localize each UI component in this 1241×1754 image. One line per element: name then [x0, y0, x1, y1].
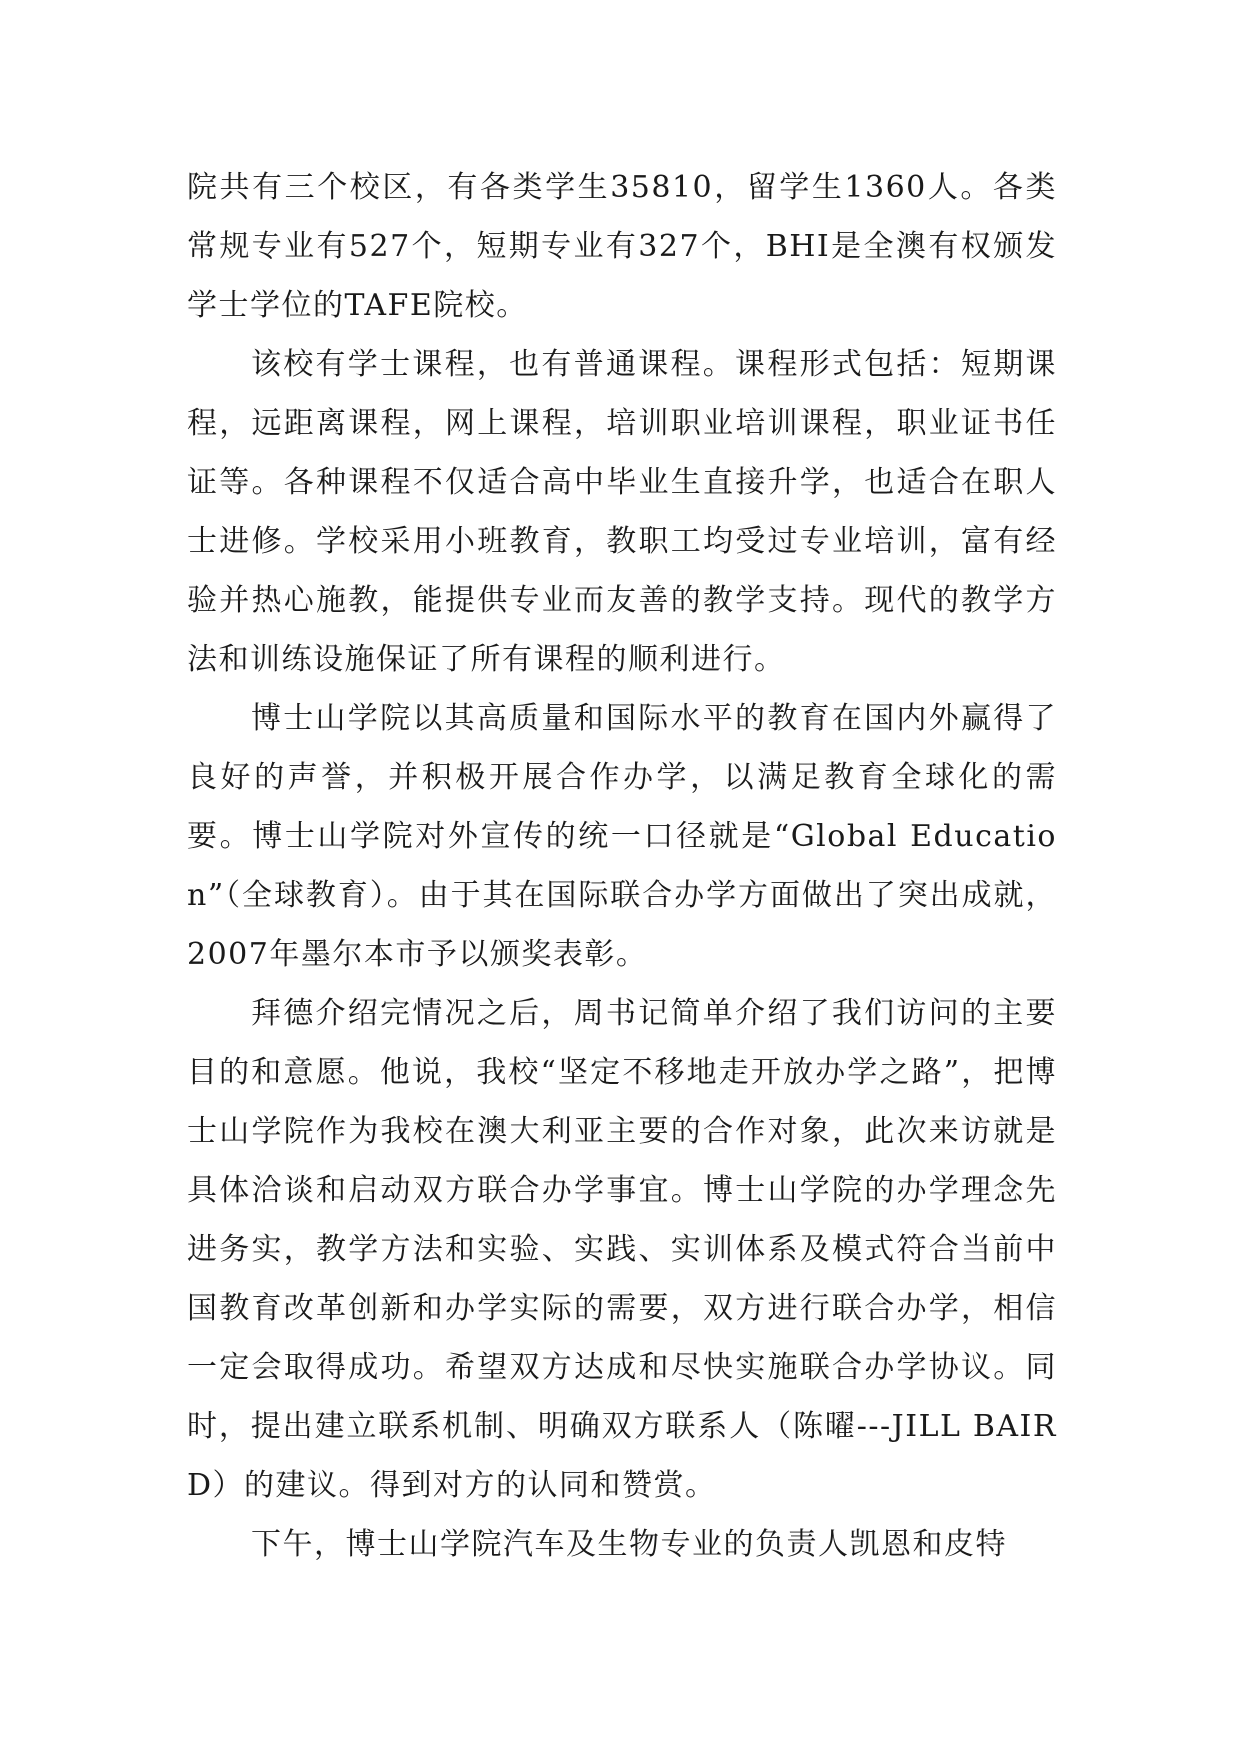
paragraph-5: 下午，博士山学院汽车及生物专业的负责人凯恩和皮特: [251, 1527, 1007, 1562]
paragraph-2: 该校有学士课程，也有普通课程。课程形式包括：短期课程，远距离课程，网上课程，培训职业培训课程，职业证书任证等。各种课程不仅适合高中毕业生直接升学，也适合在职人士进修。学校采用小班教育，教职工均受过专业培训，富有经验并热心施教，能提供专业而友善的教学支持。现代的教学方法和训练设施保证了所有课程的顺利进行。: [187, 347, 1057, 677]
document-body: [187, 158, 1057, 1574]
paragraph-4: 拜德介绍完情况之后，周书记简单介绍了我们访问的主要目的和意愿。他说，我校“坚定不移地走开放办学之路”，把博士山学院作为我校在澳大利亚主要的合作对象，此次来访就是具体洽谈和启动双方联合办学事宜。博士山学院的办学理念先进务实，教学方法和实验、实践、实训体系及模式符合当前中国教育改革创新和办学实际的需要，双方进行联合办学，相信一定会取得成功。希望双方达成和尽快实施联合办学协议。同时，提出建立联系机制、明确双方联系人（陈曜---JILL BAIRD）的建议。得到对方的认同和赞赏。: [187, 996, 1057, 1503]
paragraph-3: 博士山学院以其高质量和国际水平的教育在国内外赢得了良好的声誉，并积极开展合作办学，以满足教育全球化的需要。博士山学院对外宣传的统一口径就是“Global Education”（全球教育）。由于其在国际联合办学方面做出了突出成就，2007年墨尔本市予以颁奖表彰。: [187, 701, 1057, 972]
paragraph-1: 院共有三个校区，有各类学生35810，留学生1360人。各类常规专业有527个，短期专业有327个，BHI是全澳有权颁发学士学位的TAFE院校。: [187, 170, 1057, 323]
